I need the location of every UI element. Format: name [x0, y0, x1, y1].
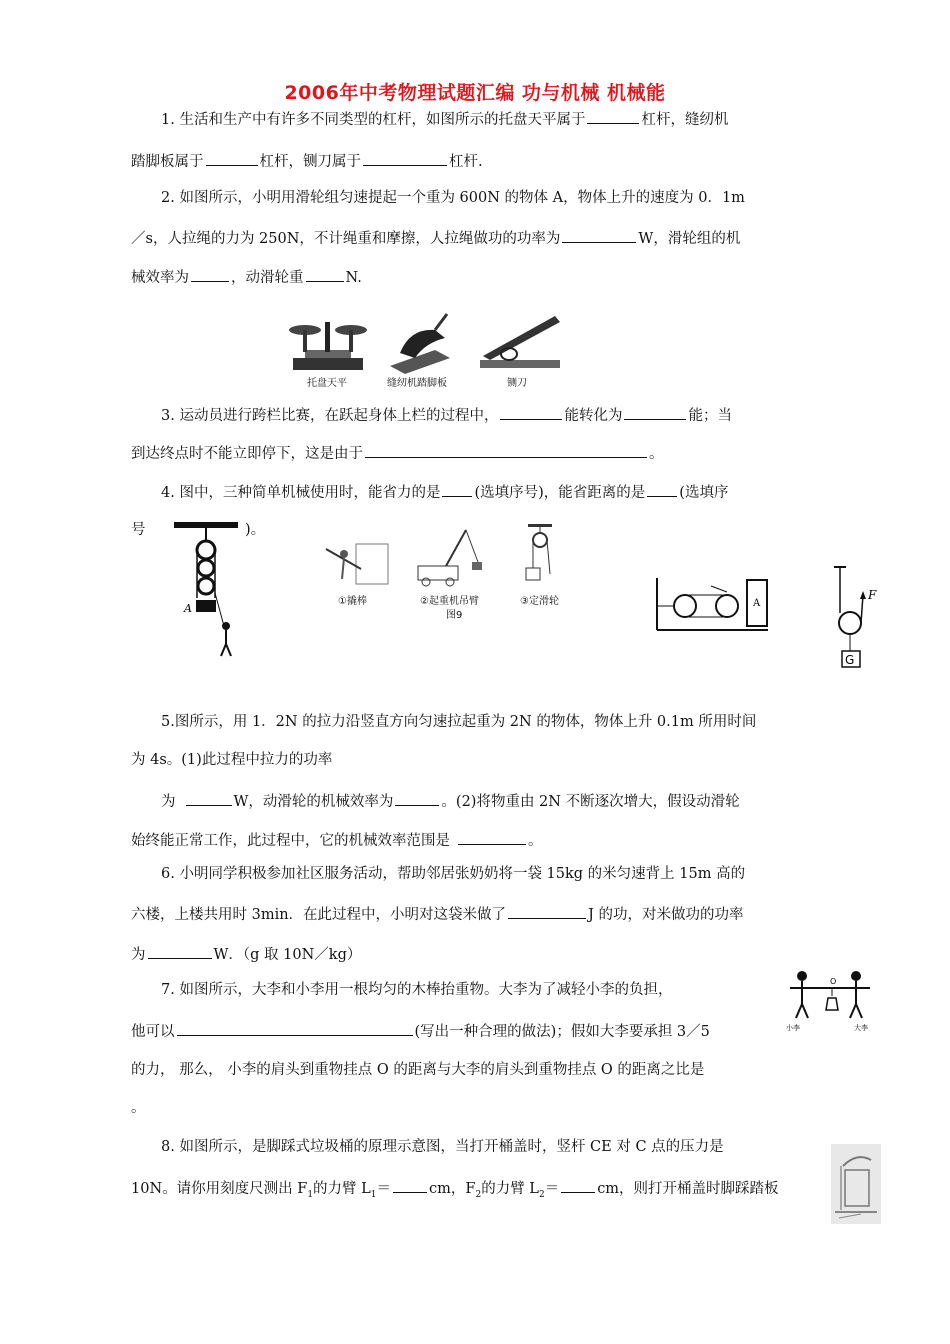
q2-blank-1[interactable]: [562, 227, 636, 243]
q2-blank-3[interactable]: [306, 266, 344, 282]
q7-text-a: 他可以: [131, 1024, 175, 1040]
q7-blank-1[interactable]: [177, 1020, 413, 1036]
q5-text-c: 。(2)将物重由 2N 不断逐次增大，假设动滑轮: [441, 794, 740, 810]
pulley-group-figure: [172, 518, 252, 658]
q3-line2: [131, 442, 664, 464]
q1-text-b: 杠杆，缝纫机: [641, 112, 729, 128]
q5-blank-3[interactable]: [458, 829, 526, 845]
q1-text-a: 1. 生活和生产中有许多不同类型的杠杆，如图所示的托盘天平属于: [161, 112, 586, 128]
q3-line1: [161, 404, 732, 426]
q4-line2-b: )。: [245, 522, 266, 538]
q5-text-a: 为: [161, 794, 176, 810]
q1-blank-2[interactable]: [206, 150, 258, 166]
q1-blank-1[interactable]: [587, 108, 639, 124]
hang-point-o: O: [830, 977, 837, 986]
q8-blank-1[interactable]: [393, 1177, 427, 1193]
q7-line4: 。: [131, 1100, 146, 1116]
q3-text-d: 到达终点时不能立即停下，这是由于: [131, 446, 363, 462]
q8-text-a: 10N。请你用刻度尺测出 F: [131, 1181, 308, 1197]
q5-line3: [161, 790, 740, 812]
crowbar-caption: ①撬棒: [338, 596, 367, 607]
q8-text-d: cm，F: [429, 1181, 476, 1197]
q3-blank-2[interactable]: [624, 404, 686, 420]
q6-text-b: J 的功，对米做功的功率: [588, 907, 744, 923]
force-label-f: F: [868, 588, 877, 602]
three-machines-figure: [306, 524, 586, 622]
q2-text-c: 械效率为: [131, 270, 189, 286]
q4-blank-2[interactable]: [647, 481, 677, 497]
q1-line2: [131, 150, 483, 172]
q5-blank-2[interactable]: [395, 790, 439, 806]
carrying-figure: [786, 970, 872, 1032]
q4-text-a: 4. 图中，三种简单机械使用时，能省力的是: [161, 485, 441, 501]
left-person-label: 小李: [786, 1024, 800, 1032]
q7-line3: 的力， 那么， 小李的肩头到重物挂点 O 的距离与大李的肩头到重物挂点 O 的距离之比是: [131, 1062, 705, 1078]
q6-text-d: W．（g 取 10N／kg）: [213, 947, 362, 963]
guillotine-caption: 铡刀: [507, 378, 527, 389]
trash-can-figure: [831, 1144, 881, 1224]
q8-text-g: cm，则打开桶盖时脚踩踏板: [597, 1181, 779, 1197]
q8-line2: [131, 1177, 779, 1205]
q5-text-e: 。: [528, 833, 543, 849]
q2-text-b: W，滑轮组的机: [638, 231, 741, 247]
movable-pulley-figure: [834, 565, 882, 671]
q8-blank-2[interactable]: [561, 1177, 595, 1193]
q2-text-e: N.: [345, 270, 362, 286]
q1-text-c: 踏脚板属于: [131, 154, 204, 170]
block-label-a: A: [753, 598, 761, 609]
fixed-pulley-image: [526, 524, 552, 580]
q8-sub-1: 1: [307, 1189, 314, 1200]
q1-text-d: 杠杆，铡刀属于: [259, 154, 361, 170]
q4-line1: [161, 481, 728, 503]
q8-sub-3: 2: [475, 1189, 482, 1200]
q5-text-d: 始终能正常工作，此过程中，它的机械效率范围是: [131, 833, 450, 849]
q2-text-a: ／s，人拉绳的力为 250N，不计绳重和摩擦，人拉绳做功的功率为: [131, 231, 561, 247]
crane-image: [418, 530, 482, 586]
q8-text-b: 的力臂 L: [313, 1181, 371, 1197]
q6-blank-2[interactable]: [148, 943, 212, 959]
q4-blank-1[interactable]: [442, 481, 472, 497]
q6-line1: 6. 小明同学积极参加社区服务活动，帮助邻居张奶奶将一袋 15kg 的米匀速背上 15m 高的: [161, 866, 746, 882]
q4-line2-a: 号: [131, 522, 146, 538]
q2-text-d: ，动滑轮重: [231, 270, 304, 286]
q8-text-f: ＝: [544, 1181, 560, 1197]
crane-caption: ②起重机吊臂: [420, 596, 479, 607]
q5-blank-1[interactable]: [186, 790, 232, 806]
q6-line3: [131, 943, 361, 965]
q1-line1: [161, 108, 728, 130]
q6-line2: [131, 903, 743, 925]
q3-text-e: 。: [649, 446, 664, 462]
q7-text-b: (写出一种合理的做法)；假如大李要承担 3／5: [414, 1024, 710, 1040]
q5-line4: [131, 829, 543, 851]
pulley-label-a: A: [184, 602, 192, 615]
q4-text-c: (选填序: [679, 485, 729, 501]
sewing-pedal-image: [390, 314, 450, 374]
q2-line1: 2. 如图所示，小明用滑轮组匀速提起一个重为 600N 的物体 A，物体上升的速度为 0．1m: [161, 190, 745, 206]
q1-blank-3[interactable]: [363, 150, 447, 166]
q8-sub-2: 1: [370, 1189, 377, 1200]
q8-line1: 8. 如图所示，是脚踩式垃圾桶的原理示意图，当打开桶盖时，竖杆 CE 对 C 点的压力是: [161, 1139, 724, 1155]
balance-caption: 托盘天平: [307, 378, 347, 389]
q5-line2: 为 4s。(1)此过程中拉力的功率: [131, 752, 333, 768]
crowbar-image: [326, 544, 388, 584]
q3-text-c: 能；当: [688, 408, 732, 424]
page-title: 2006年中考物理试题汇编 功与机械 机械能: [284, 82, 666, 104]
q2-blank-2[interactable]: [191, 266, 229, 282]
pedal-caption: 缝纫机踏脚板: [387, 378, 447, 389]
q8-text-c: ＝: [376, 1181, 392, 1197]
q6-blank-1[interactable]: [508, 903, 586, 919]
figure-number: 图9: [446, 610, 463, 621]
horizontal-pulley-figure: [655, 574, 770, 632]
q3-blank-1[interactable]: [500, 404, 562, 420]
weight-label-g: G: [845, 653, 855, 667]
q5-text-b: W，动滑轮的机械效率为: [233, 794, 394, 810]
balance-image: [289, 322, 367, 370]
q6-text-a: 六楼，上楼共用时 3min．在此过程中，小明对这袋米做了: [131, 907, 507, 923]
q2-line3: [131, 266, 362, 288]
q3-text-a: 3. 运动员进行跨栏比赛，在跃起身体上栏的过程中，: [161, 408, 499, 424]
q2-line2: [131, 227, 740, 249]
q7-line2: [131, 1020, 710, 1042]
q6-text-c: 为: [131, 947, 146, 963]
q4-text-b: (选填序号)，能省距离的是: [474, 485, 646, 501]
q3-text-b: 能转化为: [564, 408, 623, 424]
guillotine-image: [480, 316, 560, 368]
q8-text-e: 的力臂 L: [481, 1181, 539, 1197]
fixed-pulley-caption: ③定滑轮: [520, 596, 559, 607]
q5-line1: 5.图所示，用 1．2N 的拉力沿竖直方向匀速拉起重为 2N 的物体，物体上升 0.1m 所用时间: [161, 714, 757, 730]
q1-text-e: 杠杆.: [449, 154, 483, 170]
q3-blank-3[interactable]: [365, 442, 647, 458]
q7-line1: 7. 如图所示，大李和小李用一根均匀的木棒抬重物。大李为了减轻小李的负担，: [161, 982, 673, 998]
q8-sub-4: 2: [538, 1189, 545, 1200]
right-person-label: 大李: [854, 1024, 868, 1032]
lever-figure: [285, 308, 560, 390]
